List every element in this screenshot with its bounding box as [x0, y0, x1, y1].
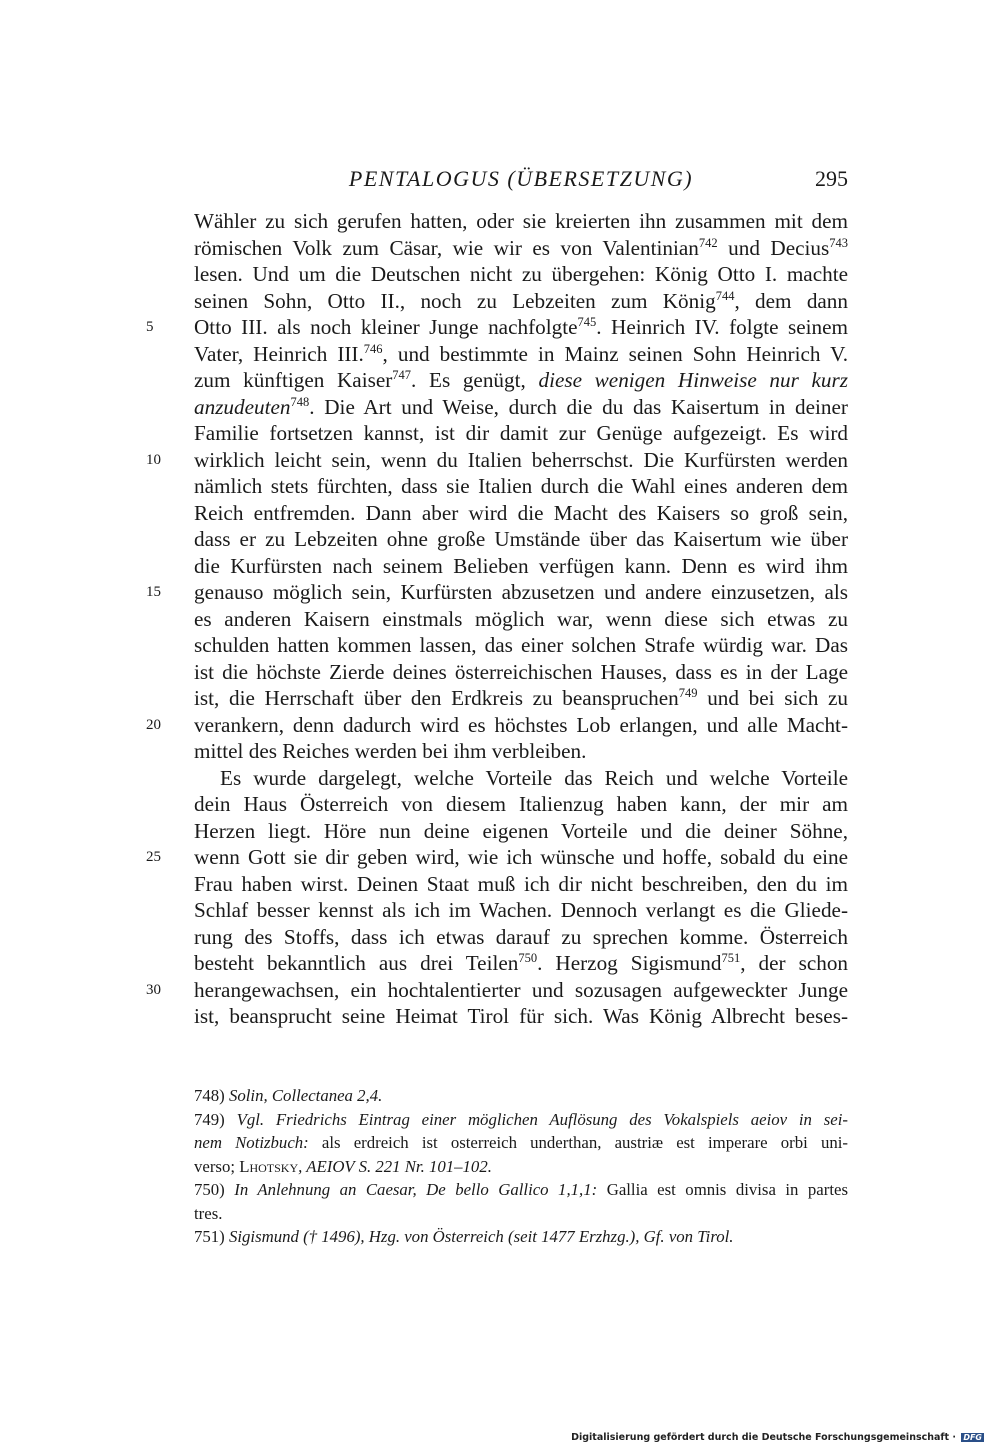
italic-text: Solin, Collectanea 2,4.	[228, 1086, 383, 1105]
text-line	[194, 659, 848, 686]
dfg-logo: DFG	[963, 1433, 982, 1442]
text-line	[194, 420, 848, 447]
text-segment: verankern, denn dadurch wird es höchstes Lob erlangen, und alle Macht-	[194, 712, 848, 737]
italic-text: diese wenigen Hinweise nur kurz	[538, 368, 849, 392]
text-segment: Es wurde dargelegt, welche Vorteile das Reich und welche Vorteile	[220, 765, 848, 790]
text-line	[194, 818, 848, 845]
text-line	[146, 712, 848, 739]
italic-text: In Anlehnung an Caesar, De bello Gallico 1,1,1:	[234, 1180, 598, 1199]
footnote-ref: 751	[721, 950, 741, 965]
text-segment: Schlaf besser kennst als ich im Wachen. Dennoch verlangt es die Gliede-	[194, 898, 848, 922]
text-line	[194, 500, 848, 527]
text-line	[146, 314, 849, 341]
text-segment: römischen Volk zum Cäsar, wie wir es von Valentinian	[194, 235, 699, 260]
text-segment: lesen. Und um die Deutschen nicht zu übergehen: König Otto I. machte	[194, 262, 848, 286]
text-segment: und bei sich zu	[697, 686, 848, 710]
text-segment: ist die höchste Zierde deines österreichischen Hauses, dass es in der Lage	[194, 659, 848, 684]
page-header	[194, 164, 848, 194]
text-line	[194, 791, 848, 818]
text-segment: . Es genügt,	[411, 368, 539, 392]
footnote-ref: 749	[678, 685, 698, 700]
text-segment: ist, beansprucht seine Heimat Tirol für sich. Was König Albrecht beses-	[194, 1004, 848, 1028]
line-number: 25	[146, 849, 161, 865]
text-segment: nämlich stets fürchten, dass sie Italien durch die Wahl eines anderen dem	[194, 474, 848, 498]
text-line	[194, 685, 848, 712]
line-number: 20	[146, 716, 161, 733]
text-line	[194, 288, 848, 315]
text-segment: Otto III. als noch kleiner Junge nachfolgte	[194, 315, 578, 339]
footnote-line	[194, 1131, 848, 1155]
text-segment: dass er zu Lebzeiten ohne große Umstände über das Kaisertum wie über	[194, 527, 848, 551]
footnote-ref: 742	[698, 235, 718, 250]
footnote-ref: 748	[290, 394, 310, 409]
italic-text: nem Notizbuch:	[194, 1133, 309, 1152]
text-segment: als erdreich ist osterreich underthan, austriæ est imperare orbi uni-	[308, 1133, 848, 1152]
text-line	[146, 844, 848, 871]
text-line	[194, 341, 848, 368]
text-line	[146, 977, 848, 1004]
text-segment: und Decius	[717, 235, 830, 260]
text-segment: besteht bekanntlich aus drei Teilen	[194, 951, 519, 975]
text-line	[194, 526, 848, 553]
text-segment: genauso möglich sein, Kurfürsten abzusetzen und andere einzusetzen, als	[194, 580, 848, 604]
text-segment: verso;	[194, 1156, 240, 1176]
footnote-line	[194, 1108, 848, 1132]
line-number: 15	[146, 584, 161, 600]
text-segment: rung des Stoffs, dass ich etwas darauf zu sprechen komme. Österreich	[194, 924, 848, 949]
text-segment: wirklich leicht sein, wenn du Italien beherrschst. Die Kurfürsten werden	[194, 447, 848, 472]
text-line	[194, 394, 848, 421]
text-segment: 750)	[194, 1180, 235, 1199]
small-caps-text: Lhotsky	[239, 1156, 299, 1176]
text-segment: wenn Gott sie dir geben wird, wie ich wünsche und hoffe, sobald du eine	[194, 845, 848, 869]
text-segment: herangewachsen, ein hochtalentierter und sozusagen aufgeweckter Junge	[194, 977, 848, 1002]
footnote-line	[194, 1155, 848, 1179]
footnote-ref: 744	[715, 288, 735, 303]
text-segment: 748)	[194, 1086, 229, 1105]
text-line	[194, 738, 848, 765]
text-segment: Vater, Heinrich III.	[194, 341, 364, 366]
footnote-line	[194, 1225, 848, 1249]
text-segment: Wähler zu sich gerufen hatten, oder sie kreierten ihn zusammen mit dem	[194, 209, 848, 233]
text-segment: 751)	[194, 1227, 229, 1246]
text-segment: schulden hatten kommen lassen, das einer solchen Strafe würdig war. Das	[194, 633, 848, 657]
text-line	[146, 579, 848, 606]
footnote-line	[194, 1084, 848, 1108]
italic-text: Vgl. Friedrichs Eintrag einer möglichen Auflösung des Vokalspiels aeiov in sei-	[236, 1109, 848, 1129]
text-segment: . Herzog Sigismund	[537, 951, 722, 975]
text-segment: Reich entfremden. Dann aber wird die Macht des Kaisers so groß sein,	[194, 500, 848, 525]
main-text	[146, 208, 849, 1030]
text-line	[194, 261, 848, 288]
text-segment: Familie fortsetzen kannst, ist dir damit zur Genüge aufgezeigt. Es wird	[194, 421, 848, 445]
text-segment: dein Haus Österreich von diesem Italienzug haben kann, der mir am	[194, 792, 848, 816]
text-line	[194, 871, 848, 898]
text-line	[194, 1003, 848, 1030]
text-line	[194, 473, 848, 500]
text-line	[194, 235, 848, 262]
text-line	[194, 553, 848, 580]
text-line	[194, 632, 848, 659]
text-line	[194, 208, 848, 235]
line-number: 30	[146, 981, 161, 998]
text-segment: Gallia est omnis divisa in partes	[597, 1180, 848, 1199]
text-segment: die Kurfürsten nach seinem Belieben verfügen kann. Denn es wird ihm	[194, 553, 848, 578]
page-number: 295	[815, 166, 848, 191]
text-segment: mittel des Reiches werden bei ihm verbleiben.	[194, 739, 587, 763]
italic-text: , AEIOV S. 221 Nr. 101–102.	[298, 1156, 492, 1176]
text-line	[194, 924, 848, 951]
text-segment: Frau haben wirst. Deinen Staat muß ich dir nicht beschreiben, den du im	[194, 871, 848, 896]
text-line	[194, 765, 848, 792]
text-segment: , und bestimmte in Mainz seinen Sohn Heinrich V.	[382, 341, 848, 366]
line-number: 5	[146, 319, 154, 335]
text-line	[194, 897, 848, 924]
text-segment: . Die Art und Weise, durch die du das Kaisertum in deiner	[309, 394, 848, 419]
footnote-line	[194, 1178, 848, 1202]
text-line	[194, 950, 848, 977]
footnote-ref: 745	[577, 314, 597, 329]
footnote-ref: 746	[363, 341, 383, 356]
italic-text: Sigismund († 1496), Hzg. von Österreich (seit 1477 Erzhzg.), Gf. von Tirol.	[228, 1227, 734, 1246]
text-segment: zum künftigen Kaiser	[194, 368, 393, 392]
line-number: 10	[146, 451, 161, 468]
footnote-ref: 747	[392, 367, 412, 382]
footnote-ref: 750	[518, 950, 538, 965]
text-line	[194, 367, 848, 394]
text-segment: seinen Sohn, Otto II., noch zu Lebzeiten zum König	[194, 288, 716, 313]
footnotes	[194, 1084, 848, 1249]
text-segment: , dem dann	[734, 288, 848, 313]
footnote-ref: 743	[829, 235, 848, 250]
text-segment: , der schon	[740, 951, 849, 975]
italic-text: anzudeuten	[194, 394, 291, 419]
text-segment: es anderen Kaisern einstmals möglich war, wenn diese sich etwas zu	[194, 606, 848, 631]
text-segment: 749)	[194, 1109, 237, 1129]
footnote-line	[194, 1202, 848, 1226]
text-segment: . Heinrich IV. folgte seinem	[596, 315, 849, 339]
digitization-text: Digitalisierung gefördert durch die Deutsche Forschungsgemeinschaft ·	[571, 1432, 957, 1443]
text-segment: ist, die Herrschaft über den Erdkreis zu beanspruchen	[194, 686, 679, 710]
text-segment: tres.	[194, 1203, 223, 1223]
running-title: PENTALOGUS (ÜBERSETZUNG)	[348, 166, 694, 191]
digitization-note	[571, 1432, 984, 1443]
text-line	[194, 606, 848, 633]
text-segment: Herzen liegt. Höre nun deine eigenen Vorteile und die deiner Söhne,	[194, 818, 848, 843]
text-line	[146, 447, 848, 474]
